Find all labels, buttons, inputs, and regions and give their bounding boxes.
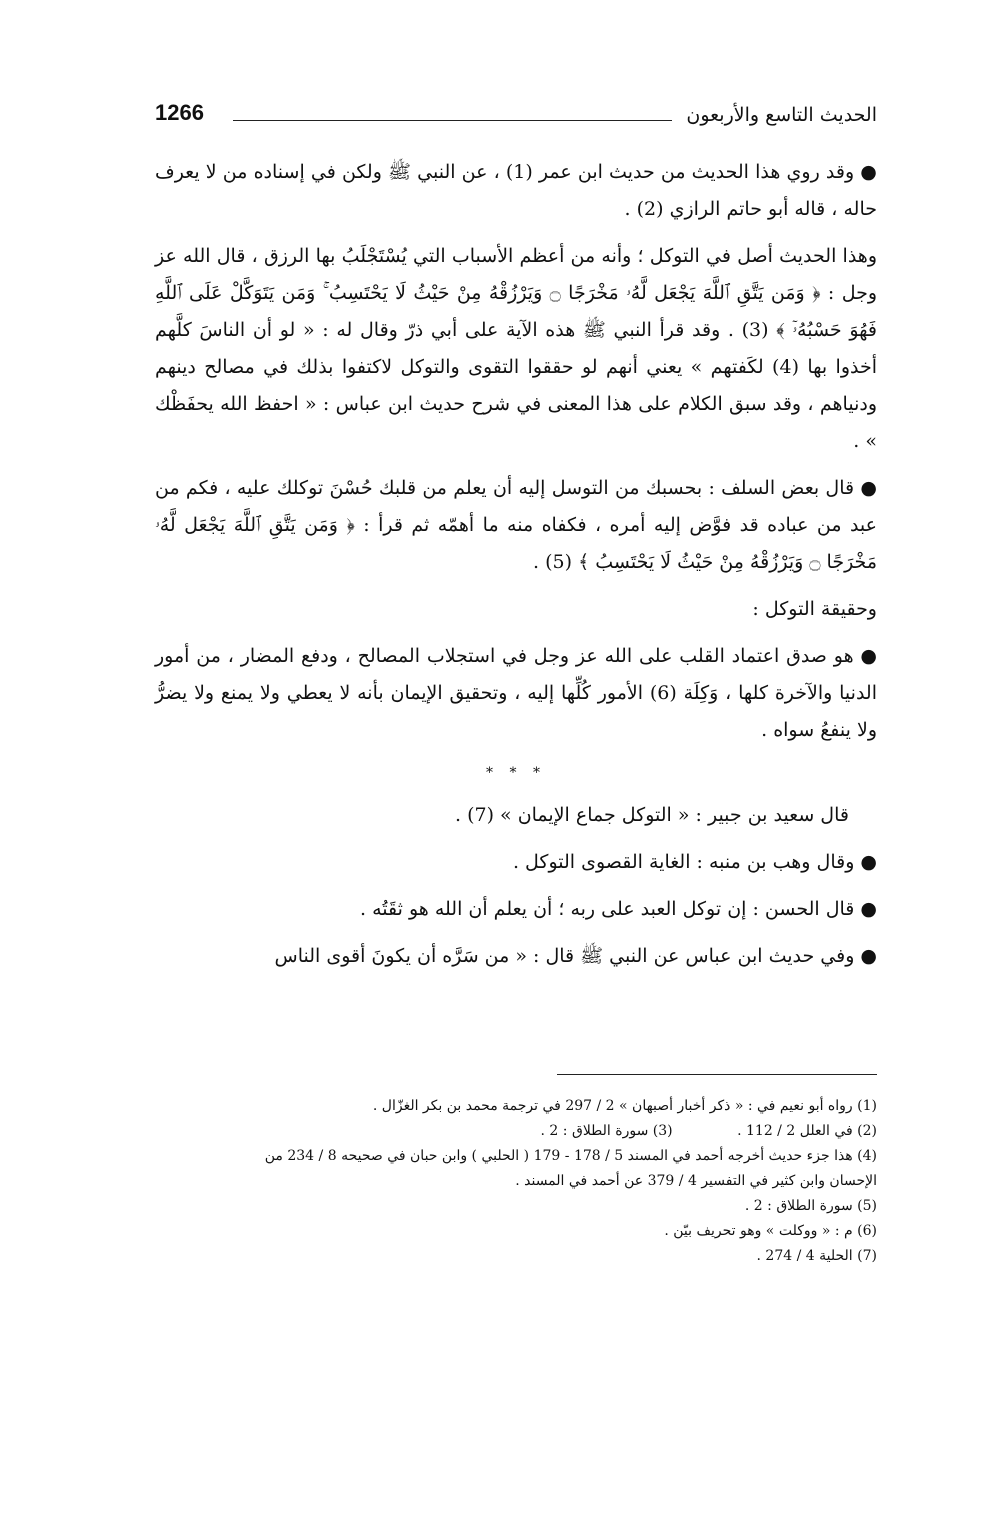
paragraph: ● قال بعض السلف : بحسبك من التوسل إليه أن يعلم من قلبك حُسْنَ توكلك عليه ، فكم من عبد من عباده قد فوَّض إليه أمره ، فكفاه منه ما أهمّه ثم قرأ : ﴿ وَمَن يَتَّقِ ٱللَّهَ يَجْعَل لَّهُۥ مَخْرَجًا ۝ وَيَرْزُقْهُ مِنْ حَيْثُ لَا يَحْتَسِبُ ﴾ (5) . [155,477,877,573]
section-separator: * * * [486,765,546,781]
quote-line: ● قال الحسن : إن توكل العبد على ربه ؛ أن يعلم أن الله هو ثقَتُه . [360,898,877,920]
paragraph: وهذا الحديث أصل في التوكل ؛ وأنه من أعظم الأسباب التي يُسْتَجْلَبُ بها الرزق ، قال الله عز وجل : ﴿ وَمَن يَتَّقِ ٱللَّهَ يَجْعَل لَّهُۥ مَخْرَجًا ۝ وَيَرْزُقْهُ مِنْ حَيْثُ لَا يَحْتَسِبُ ۚ وَمَن يَتَوَكَّلْ عَلَى ٱللَّهِ فَهُوَ حَسْبُهُۥٓ ﴾ (3) . وقد قرأ النبي ﷺ هذه الآية على أبي ذرّ وقال له : « لو أن الناسَ كلَّهم أخذوا بها (4) لكَفتهم » يعني أنهم لو حققوا التقوى والتوكل لاكتفوا بذلك في مصالح دينهم ودنياهم ، وقد سبق الكلام على هذا المعنى في شرح حديث ابن عباس : « احفظ الله يحفَظْك » . [155,245,878,452]
footnote: (7) الحلية 4 / 274 . [756,1248,877,1264]
footnote: (1) رواه أبو نعيم في : « ذكر أخبار أصبهان » 2 / 297 في ترجمة محمد بن بكر الغزّال . [372,1098,877,1114]
quote-line: ● وفي حديث ابن عباس عن النبي ﷺ قال : « من سَرَّه أن يكونَ أقوى الناس [274,945,877,967]
paragraph: ● وقد روي هذا الحديث من حديث ابن عمر (1) ، عن النبي ﷺ ولكن في إسناده من لا يعرف حاله ، قاله أبو حاتم الرازي (2) . [155,161,877,220]
footnote: (2) في العلل 2 / 112 . [737,1123,877,1139]
quote-line: قال سعيد بن جبير : « التوكل جماع الإيمان » (7) . [454,804,849,826]
footnote: (6) م : « ووكلت » وهو تحريف بيّن . [664,1223,877,1239]
footnotes [155,1094,877,1269]
footnote-continuation: الإحسان وابن كثير في التفسير 4 / 379 عن أحمد في المسند . [515,1173,877,1189]
footnote-rule [557,1074,877,1075]
footnote-row [155,1119,877,1144]
footnote: (5) سورة الطلاق : 2 . [744,1198,877,1214]
main-text [155,154,877,985]
quote-line: ● وقال وهب بن منبه : الغاية القصوى التوكل . [512,851,877,873]
footnote: (3) سورة الطلاق : 2 . [540,1123,673,1139]
footnote: (4) هذا جزء حديث أخرجه أحمد في المسند 5 / 178 - 179 ( الحلبي ) وابن حبان في صحيحه 8 / 234 من [264,1148,877,1164]
running-header [155,98,877,138]
page-number: 1266 [155,100,204,125]
paragraph: ● هو صدق اعتماد القلب على الله عز وجل في استجلاب المصالح ، ودفع المضار ، من أمور الدنيا والآخرة كلها ، وَكِلَة (6) الأمور كُلِّها إليه ، وتحقيق الإيمان بأنه لا يعطي ولا يمنع ولا يضرُّ ولا ينفعُ سواه . [155,645,877,741]
paragraph: وحقيقة التوكل : [752,598,877,620]
chapter-title: الحديث التاسع والأربعون [686,104,877,126]
page [155,98,878,1264]
header-rule [233,120,672,121]
